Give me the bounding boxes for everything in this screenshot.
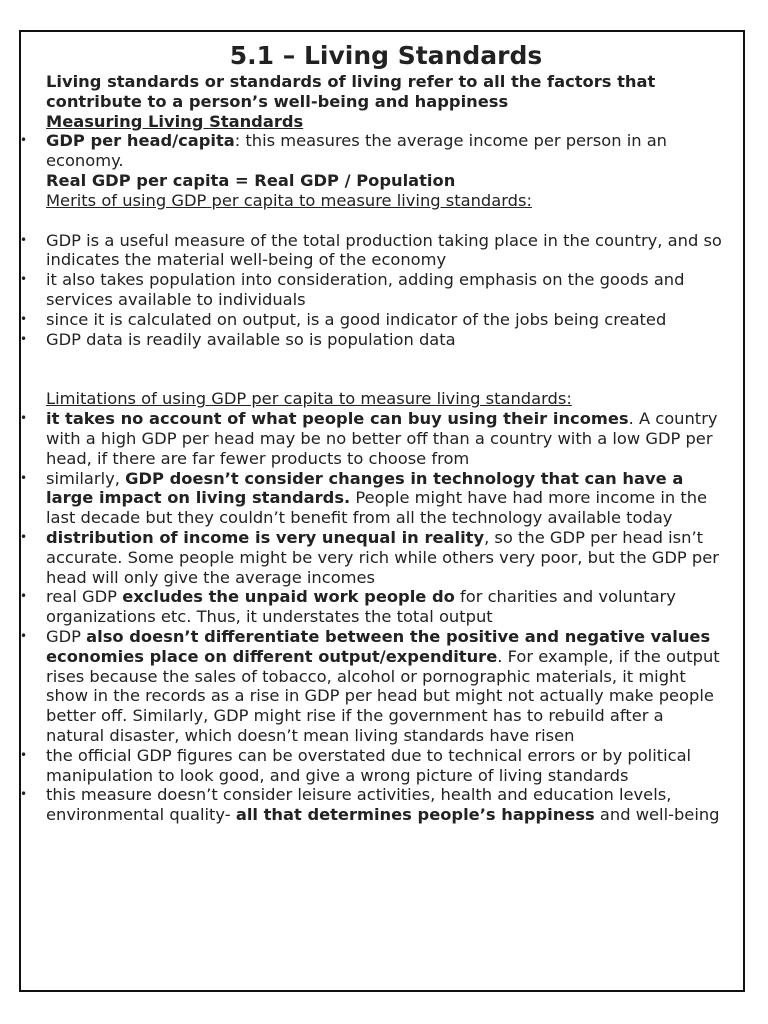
document-body xyxy=(46,42,726,825)
limitation-emphasis: excludes the unpaid work people do xyxy=(122,587,455,607)
limitation-item xyxy=(46,627,726,746)
limitations-list xyxy=(46,409,726,825)
limitation-text: People might have had more income in the last decade but they couldn’t benefit from all the technology available today xyxy=(46,488,708,528)
limitation-item xyxy=(46,409,726,468)
limitation-item xyxy=(46,785,726,825)
limitation-emphasis: also doesn’t differentiate between the positive and negative values economies place on different output/expenditure xyxy=(46,626,711,666)
limitation-text: . A country with a high GDP per head may be no better off than a country with a low GDP per head, if there are far fewer products to choose from xyxy=(46,409,718,468)
merit-item: • GDP data is readily available so is population data xyxy=(46,330,726,350)
limitation-text: similarly, xyxy=(46,468,126,488)
limitation-emphasis: it takes no account of what people can buy using their incomes xyxy=(46,409,629,429)
limitation-text: for charities and voluntary organizations etc. Thus, it understates the total output xyxy=(46,587,676,627)
limitation-item xyxy=(46,587,726,627)
limitation-text: GDP xyxy=(46,626,87,646)
formula: Real GDP per capita = Real GDP / Population xyxy=(46,170,456,190)
limitation-text: . For example, if the output rises because the sales of tobacco, alcohol or pornographic materials, it might show in the records as a rise in GDP per head but might not actually make people better off. Similarly, GDP might rise if the government has to rebuild after a natural disaster, which doesn’t mean living standards have risen xyxy=(46,646,720,745)
limitation-text: and well-being xyxy=(594,805,720,825)
gdp-description: : this measures the average income per person in an economy. xyxy=(46,131,668,171)
limitation-text: this measure doesn’t consider leisure activities, health and education levels, environmental quality- xyxy=(46,785,672,825)
limitation-emphasis: GDP doesn’t consider changes in technology that can have a large impact on living standards. xyxy=(46,468,684,508)
limitation-item xyxy=(46,469,726,528)
merit-item: • since it is calculated on output, is a good indicator of the jobs being created xyxy=(46,310,726,330)
merit-item: • it also takes population into consideration, adding emphasis on the goods and services available to individuals xyxy=(46,270,726,310)
merit-item: • GDP is a useful measure of the total production taking place in the country, and so indicates the material well-being of the economy xyxy=(46,231,726,271)
merits-heading: Merits of using GDP per capita to measure living standards: xyxy=(46,190,532,210)
measuring-heading: Measuring Living Standards xyxy=(46,111,304,131)
limitation-emphasis: distribution of income is very unequal in reality xyxy=(46,527,485,547)
gdp-term: GDP per head/capita xyxy=(46,131,235,151)
limitation-text: , so the GDP per head isn’t accurate. Some people might be very rich while others very poor, but the GDP per head will only give the average incomes xyxy=(46,527,719,587)
merits-list xyxy=(46,231,726,350)
limitation-item xyxy=(46,746,726,786)
page-title: 5.1 – Living Standards xyxy=(229,41,543,70)
limitation-text: the official GDP figures can be overstated due to technical errors or by political manipulation to look good, and give a wrong picture of living standards xyxy=(46,745,692,785)
limitation-item xyxy=(46,528,726,587)
gdp-per-head-item xyxy=(46,131,726,171)
limitation-emphasis: all that determines people’s happiness xyxy=(235,805,595,825)
limitation-text: real GDP xyxy=(46,587,123,607)
limitations-heading: Limitations of using GDP per capita to measure living standards: xyxy=(46,389,572,409)
intro-text: Living standards or standards of living refer to all the factors that contribute to a person’s well-being and happiness xyxy=(46,72,656,111)
